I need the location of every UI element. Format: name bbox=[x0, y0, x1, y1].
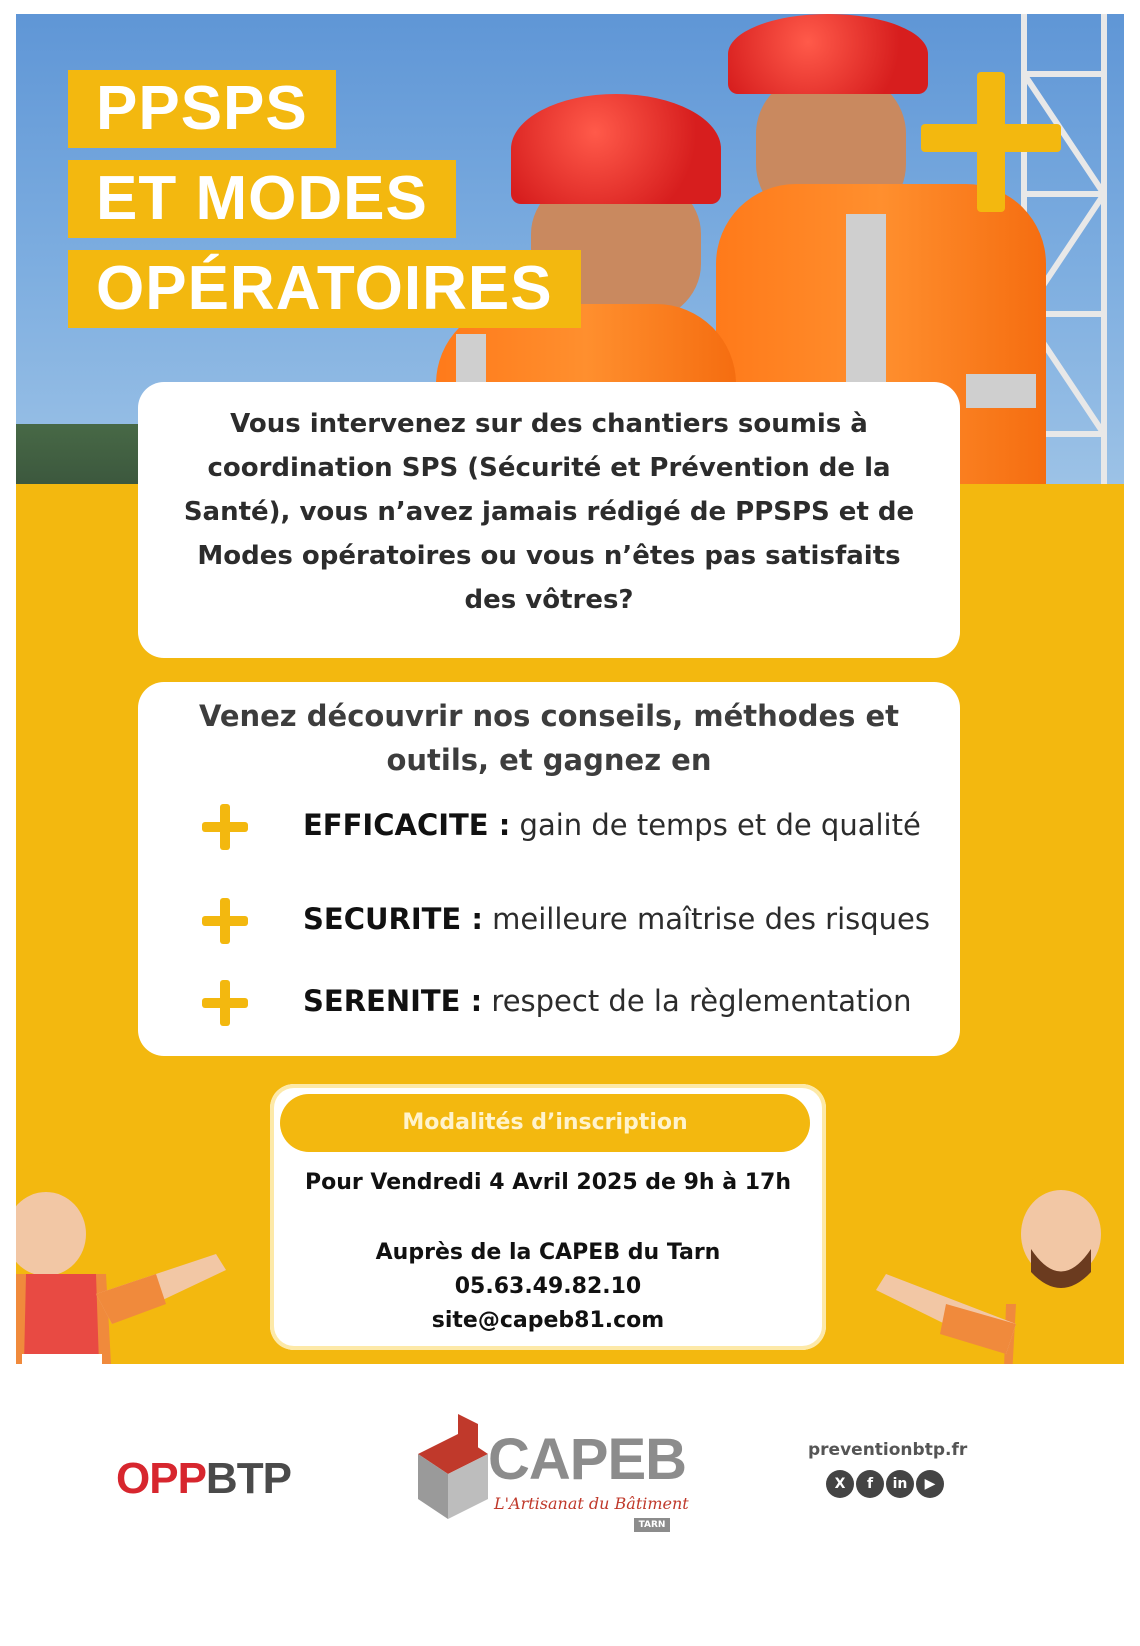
facebook-icon[interactable]: f bbox=[856, 1470, 884, 1498]
youtube-icon[interactable]: ▶ bbox=[916, 1470, 944, 1498]
benefit-desc: gain de temps et de qualité bbox=[519, 808, 921, 842]
linkedin-icon[interactable]: in bbox=[886, 1470, 914, 1498]
title-line-1: PPSPS bbox=[68, 70, 336, 148]
benefit-label: SECURITE : bbox=[303, 902, 483, 936]
benefit-securite bbox=[138, 892, 960, 952]
capeb-cube-icon bbox=[408, 1414, 494, 1524]
flyer bbox=[16, 14, 1124, 1632]
oppbtp-logo[interactable] bbox=[116, 1454, 291, 1504]
vest-stripe bbox=[966, 374, 1036, 408]
plus-icon bbox=[921, 72, 1061, 212]
title-line-3: OPÉRATOIRES bbox=[68, 250, 581, 328]
benefit-serenite bbox=[138, 974, 960, 1034]
benefit-label: EFFICACITE : bbox=[303, 808, 511, 842]
capeb-logo[interactable] bbox=[408, 1406, 698, 1546]
prevention-site-link[interactable]: preventionbtp.fr bbox=[808, 1440, 968, 1460]
x-icon[interactable]: X bbox=[826, 1470, 854, 1498]
plus-icon bbox=[202, 898, 248, 944]
benefit-desc: meilleure maîtrise des risques bbox=[492, 902, 930, 936]
registration-email[interactable]: site@capeb81.com bbox=[431, 1308, 665, 1333]
registration-date: Pour Vendredi 4 Avril 2025 de 9h à 17h bbox=[304, 1170, 792, 1195]
capeb-tagline: L'Artisanat du Bâtiment bbox=[494, 1494, 689, 1513]
registration-card bbox=[270, 1084, 826, 1350]
registration-phone[interactable]: 05.63.49.82.10 bbox=[454, 1274, 642, 1299]
benefit-label: SERENITE : bbox=[303, 984, 483, 1018]
plus-icon bbox=[202, 980, 248, 1026]
intro-card bbox=[138, 382, 960, 658]
oppbtp-logo-grey: BTP bbox=[205, 1454, 291, 1503]
capeb-region: TARN bbox=[634, 1518, 670, 1532]
benefits-card bbox=[138, 682, 960, 1056]
registration-heading: Modalités d’inscription bbox=[280, 1094, 810, 1152]
intro-text: Vous intervenez sur des chantiers soumis à coordination SPS (Sécurité et Prévention de la Santé), vous n’avez jamais rédigé de PPSPS et de Modes opératoires ou vous n’êtes pas satisfaits des vôtres? bbox=[183, 409, 915, 615]
benefit-efficacite bbox=[138, 798, 960, 858]
benefit-desc: respect de la règlementation bbox=[491, 984, 912, 1018]
red-helmet-icon bbox=[511, 94, 721, 204]
plus-icon bbox=[202, 804, 248, 850]
registration-where: Auprès de la CAPEB du Tarn bbox=[375, 1240, 721, 1265]
benefits-lead: Venez découvrir nos conseils, méthodes et outils, et gagnez en bbox=[198, 699, 900, 777]
capeb-wordmark: CAPEB bbox=[488, 1427, 687, 1492]
red-helmet-icon bbox=[728, 14, 928, 94]
oppbtp-logo-red: OPP bbox=[116, 1454, 206, 1503]
social-icons bbox=[826, 1470, 946, 1500]
title-line-2: ET MODES bbox=[68, 160, 456, 238]
